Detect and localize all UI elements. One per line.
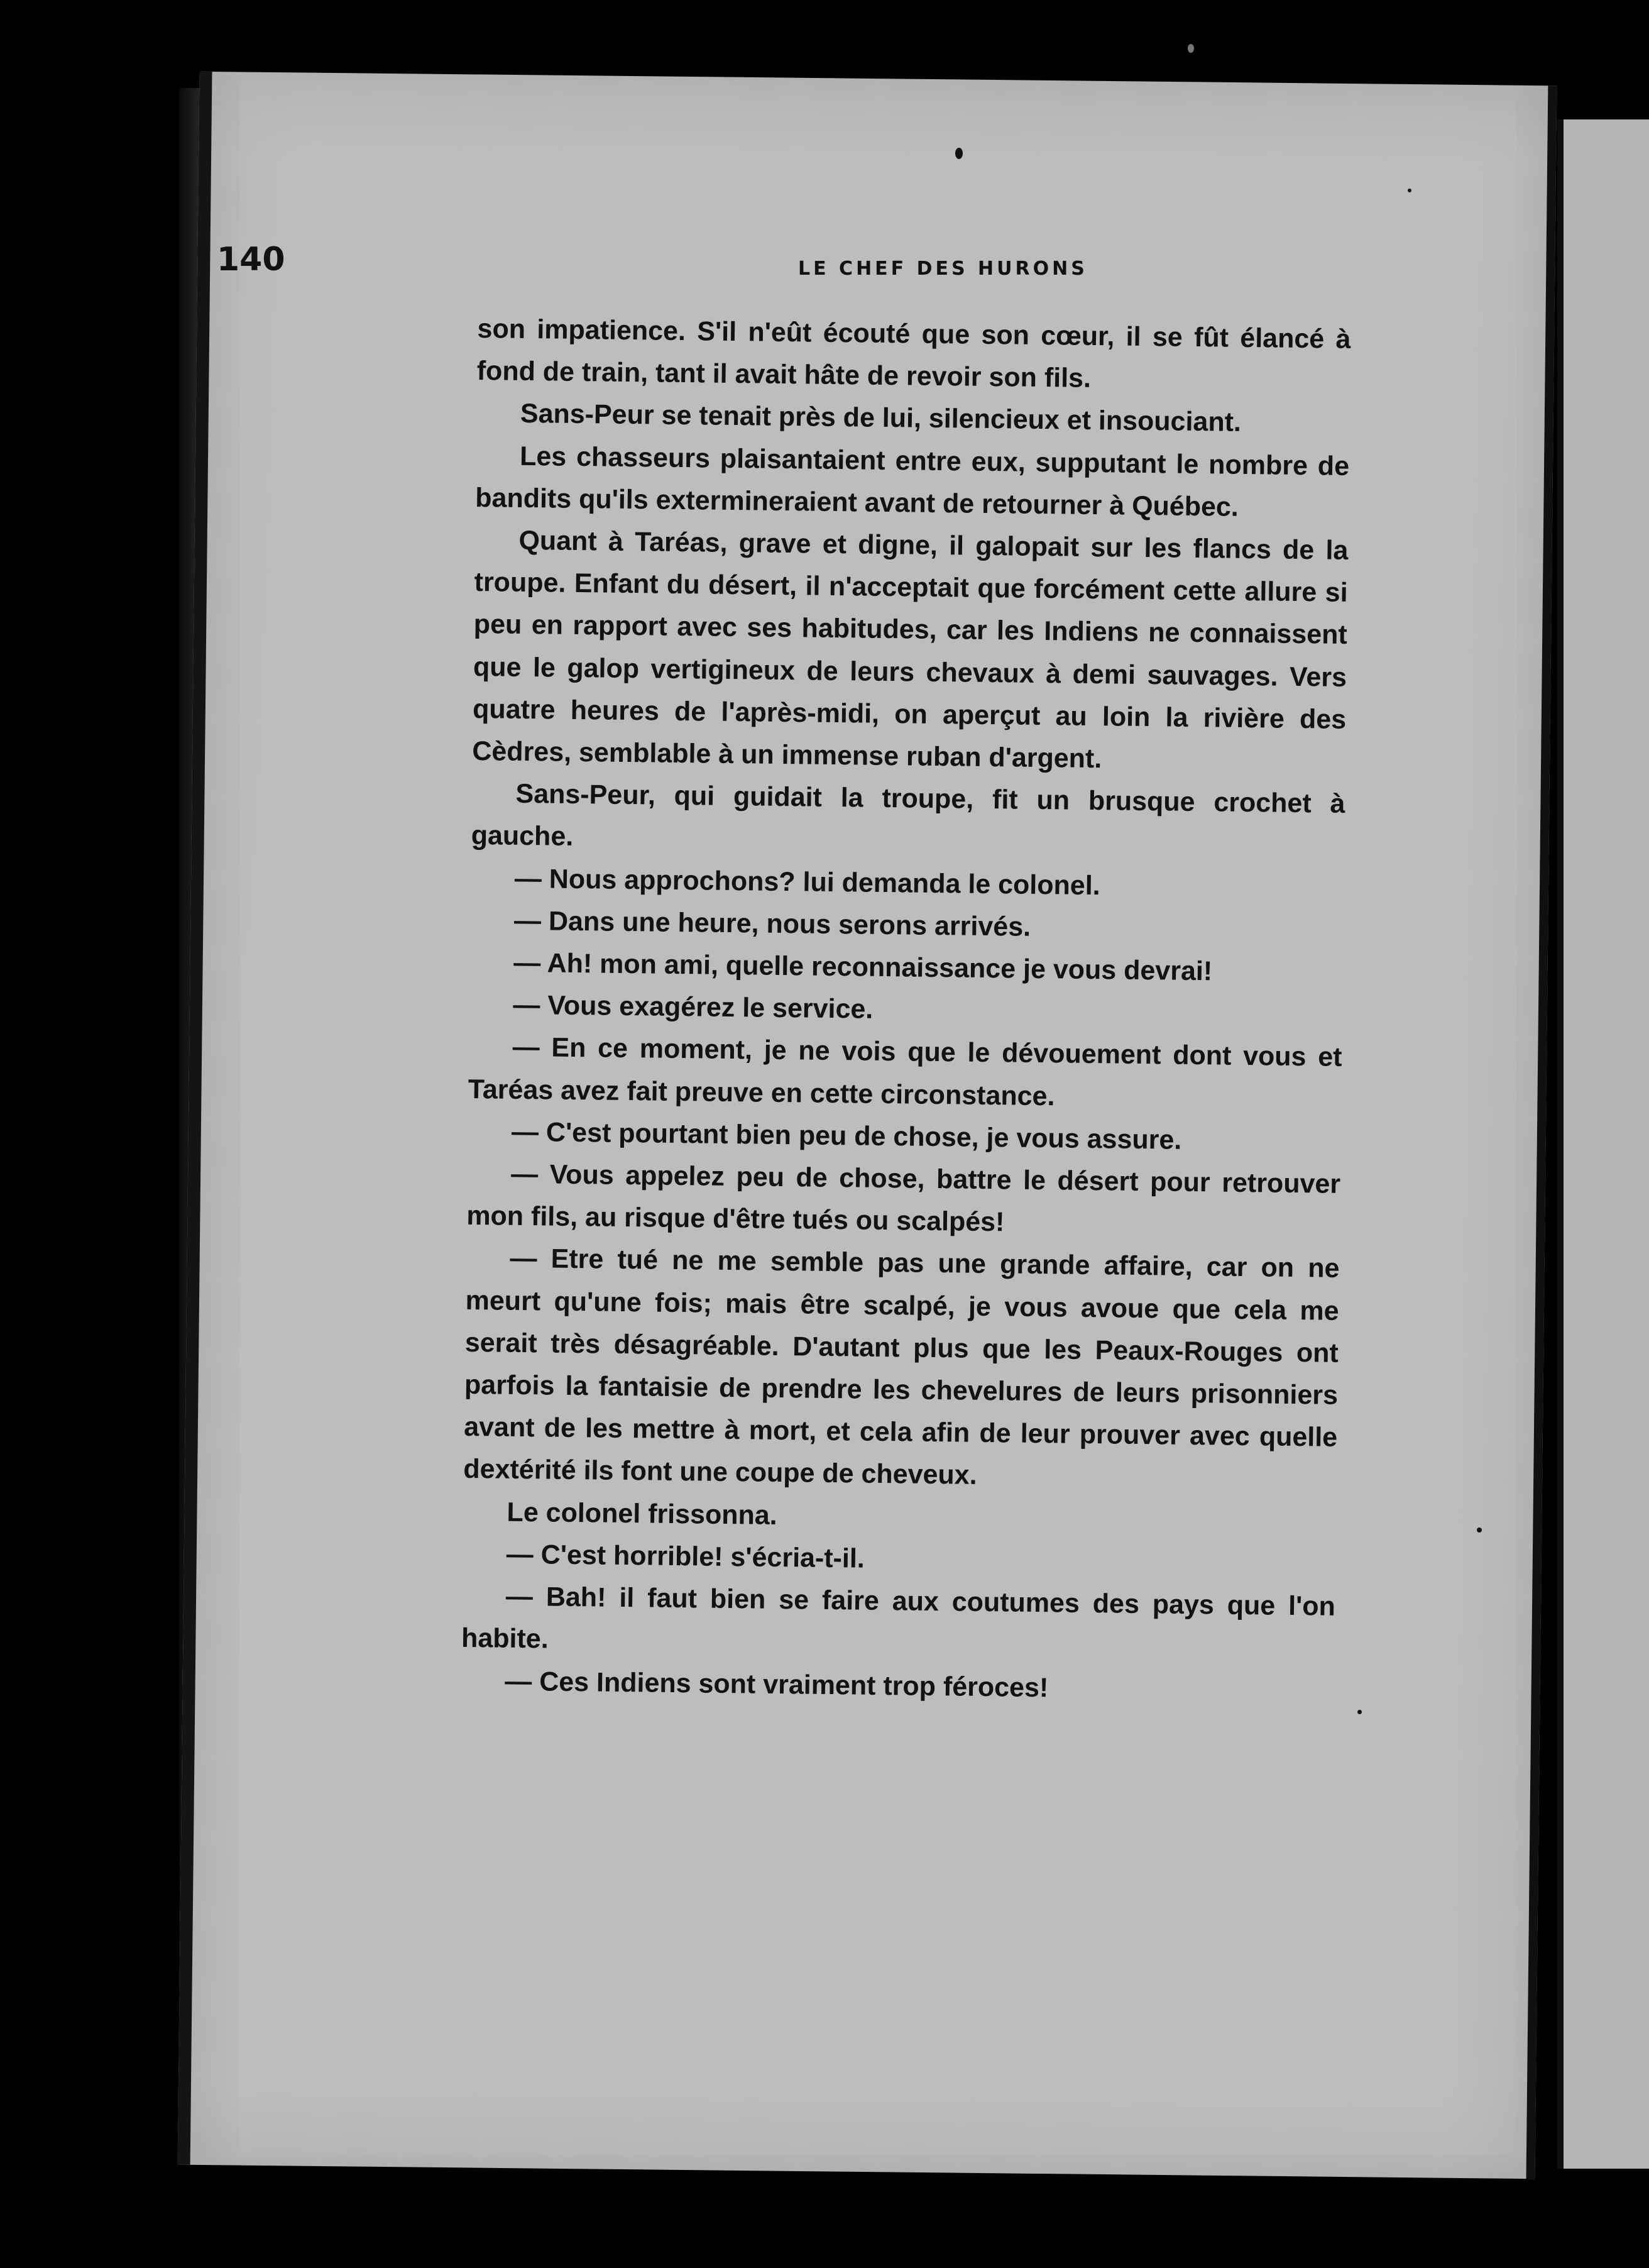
dialogue-line: — C'est horrible! s'écria-t-il. [506, 1539, 865, 1574]
dialogue-line: — Dans une heure, nous serons arrivés. [513, 905, 1031, 942]
dialogue-line: — Bah! il faut bien se faire aux coutumes des pays que l'on habite. [461, 1581, 1336, 1654]
dialogue-line: — Vous appelez peu de chose, battre le désert pour retrouver mon fils, au risque d'être tués ou scalpés! [466, 1159, 1341, 1238]
body-text [461, 308, 1351, 1713]
dust-speck [1408, 189, 1411, 192]
dialogue-line: — Etre tué ne me semble pas une grande affaire, car on ne meurt qu'une fois; mais être scalpé, je vous avoue que cela me serait très désagréable. D'autant plus que les Peaux-Rouges ont parfois la fantaisie de prendre les chevelures de leurs prisonniers avant de les mettre à mort, et cela afin de leur prouver avec quelle dextérité ils font une coupe de cheveux. [463, 1243, 1340, 1491]
dust-speck [1357, 1710, 1362, 1714]
dust-speck [1477, 1528, 1482, 1533]
dialogue-line: — En ce moment, je ne vois que le dévouement dont vous et Taréas avez fait preuve en cette circonstance. [468, 1032, 1342, 1111]
running-title: LE CHEF DES HURONS [798, 258, 1088, 280]
paragraph: Quant à Taréas, grave et digne, il galopait sur les flancs de la troupe. Enfant du désert, il n'acceptait que forcément cette allure si peu en rapport avec ses habitudes, car les Indiens ne connaissent que le galop vertigineux de leurs chevaux à demi sauvages. Vers quatre heures de l'après-midi, on aperçut au loin la rivière des Cèdres, semblable à un immense ruban d'argent. [472, 525, 1349, 774]
dialogue-line: — Ah! mon ami, quelle reconnaissance je vous devrai! [513, 947, 1213, 987]
paragraph: Sans-Peur se tenait près de lui, silencieux et insouciant. [520, 399, 1242, 438]
paragraph: Les chasseurs plaisantaient entre eux, supputant le nombre de bandits qu'ils extermineraient avant de retourner à Québec. [475, 441, 1350, 522]
page-number: 140 [217, 241, 285, 278]
dialogue-line: — Vous exagérez le service. [513, 990, 874, 1025]
paragraph: son impatience. S'il n'eût écouté que son cœur, il se fût élancé à fond de train, tant il avait hâte de revoir son fils. [476, 313, 1351, 394]
paragraph: Sans-Peur, qui guidait la troupe, fit un brusque crochet à gauche. [471, 779, 1345, 852]
facing-page-edge [1557, 119, 1649, 2169]
dialogue-line: — C'est pourtant bien peu de chose, je vous assure. [511, 1116, 1182, 1155]
dust-speck [955, 148, 963, 159]
dialogue-line: — Nous approchons? lui demanda le colonel. [514, 863, 1100, 901]
paragraph: Le colonel frissonna. [507, 1497, 777, 1531]
dialogue-line: — Ces Indiens sont vraiment trop féroces! [505, 1666, 1049, 1703]
dust-speck [1188, 44, 1194, 53]
